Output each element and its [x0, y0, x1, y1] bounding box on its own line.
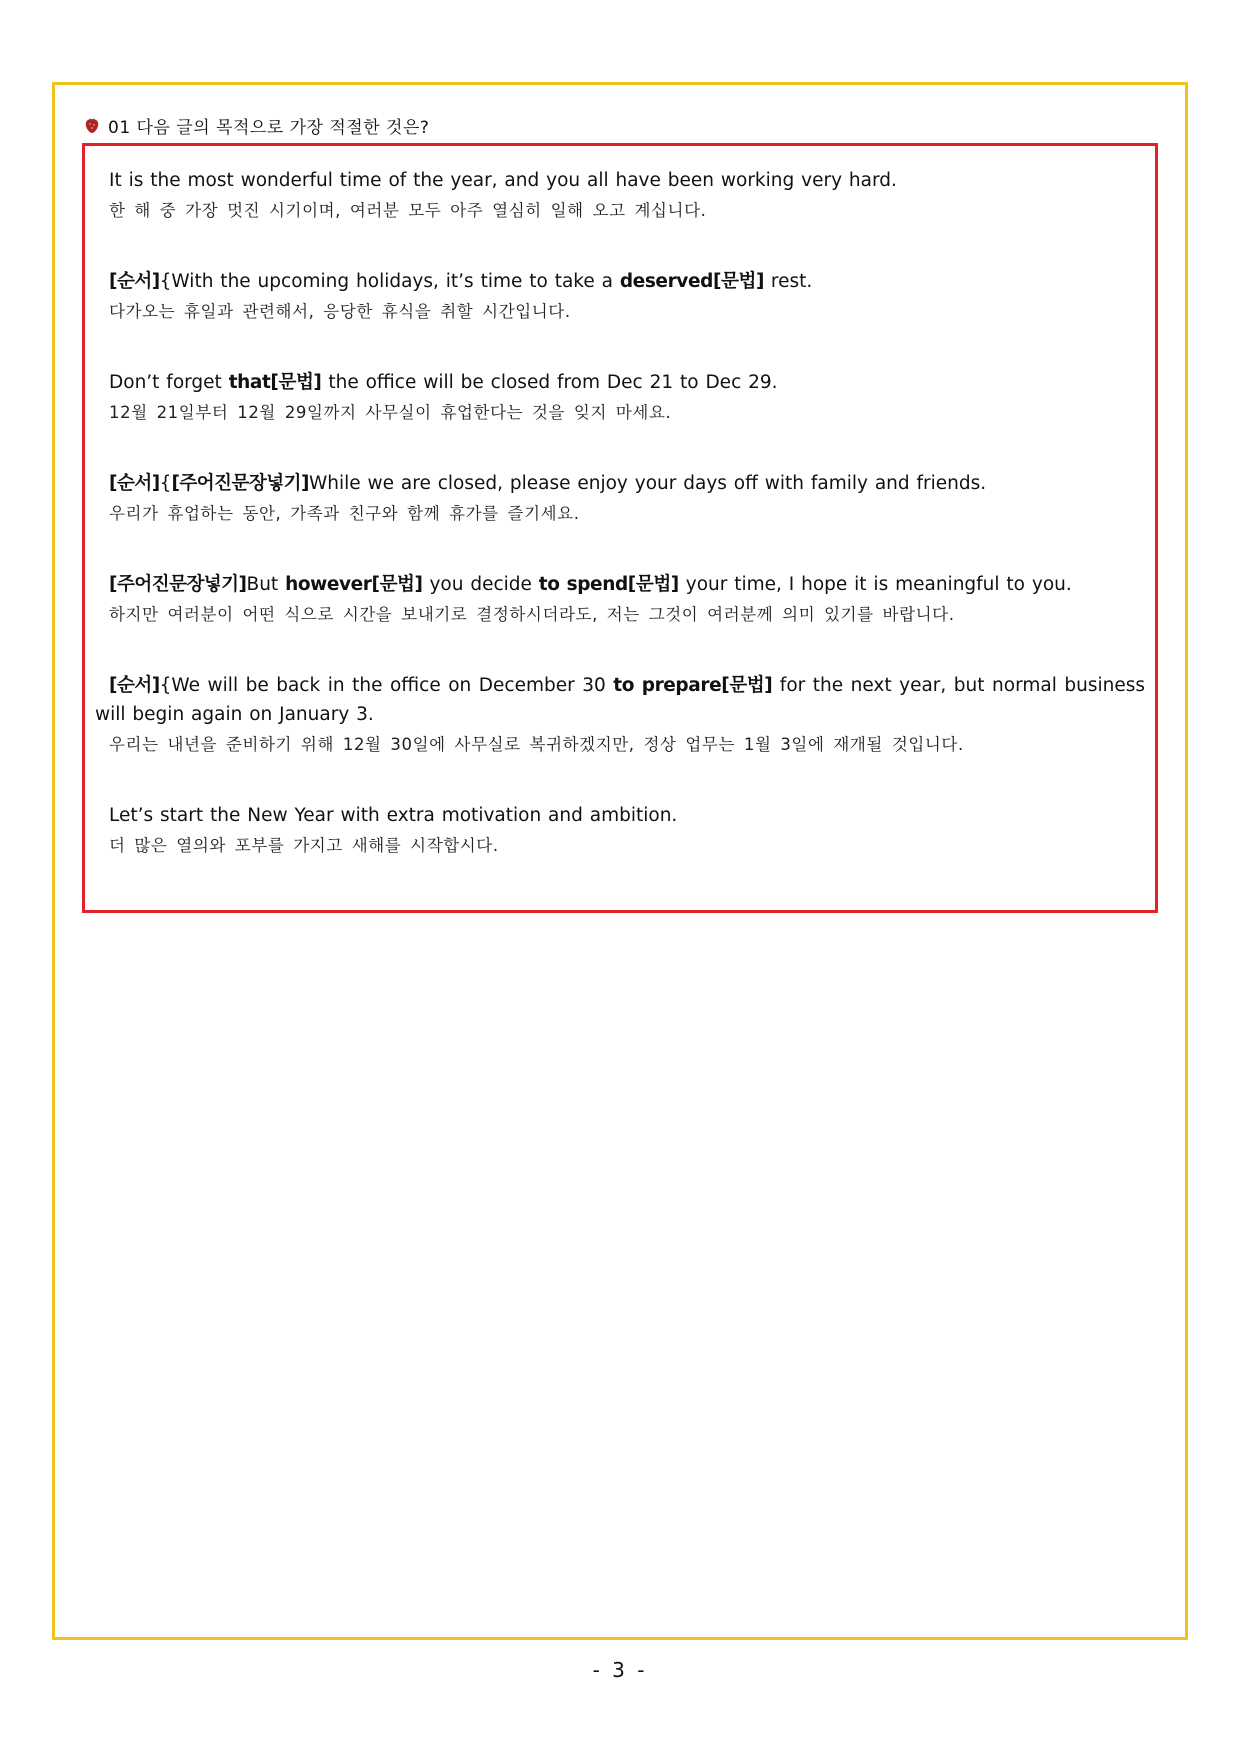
strawberry-icon: [84, 116, 100, 134]
grammar-keyword: however[문법]: [285, 574, 423, 595]
paragraph-6: [95, 671, 1146, 759]
grammar-keyword: that[문법]: [228, 372, 322, 393]
english-text: rest.: [764, 271, 813, 292]
english-text: Don’t forget: [109, 372, 229, 393]
english-text: Let’s start the New Year with extra motivation and ambition.: [109, 805, 678, 826]
english-text: your time, I hope it is meaningful to you.: [678, 574, 1072, 595]
english-text: While we are closed, please enjoy your days off with family and friends.: [308, 473, 987, 494]
korean-translation: 하지만 여러분이 어떤 식으로 시간을 보내기로 결정하시더라도, 저는 그것이 여러분께 의미 있기를 바랍니다.: [109, 605, 955, 624]
english-text: for the next year, but normal business will begin again on January 3.: [95, 675, 1146, 725]
paragraph-1: [109, 166, 1145, 225]
english-sentence: [109, 469, 1145, 498]
english-text: But: [246, 574, 286, 595]
order-tag: [순서]: [109, 473, 160, 494]
english-text: {We will be back in the office on December 30: [159, 675, 614, 696]
grammar-keyword: to prepare[문법]: [613, 675, 773, 696]
english-text: {With the upcoming holidays, it’s time to take a: [159, 271, 620, 292]
paragraph-3: [109, 368, 1145, 427]
korean-translation: 우리가 휴업하는 동안, 가족과 친구와 함께 휴가를 즐기세요.: [109, 504, 580, 523]
korean-translation: 우리는 내년을 준비하기 위해 12월 30일에 사무실로 복귀하겠지만, 정상 업무는 1월 3일에 재개될 것입니다.: [109, 735, 964, 754]
question-text: 01 다음 글의 목적으로 가장 적절한 것은?: [108, 117, 430, 138]
paragraph-4: [109, 469, 1145, 528]
grammar-keyword: deserved[문법]: [619, 271, 765, 292]
paragraph-2: [109, 267, 1145, 326]
korean-translation: 한 해 중 가장 멋진 시기이며, 여러분 모두 아주 열심히 일해 오고 계십니다.: [109, 201, 707, 220]
paragraph-7: [109, 801, 1145, 860]
page-number: - 3 -: [592, 1658, 648, 1682]
korean-translation: 12월 21일부터 12월 29일까지 사무실이 휴업한다는 것을 잊지 마세요.: [109, 403, 672, 422]
english-text: you decide: [422, 574, 539, 595]
english-sentence: [109, 267, 1145, 296]
english-text: {: [159, 473, 172, 494]
english-text: It is the most wonderful time of the year, and you all have been working very hard.: [109, 170, 897, 191]
grammar-keyword: to spend[문법]: [538, 574, 679, 595]
paragraph-5: [109, 570, 1145, 629]
order-tag: [순서]: [109, 675, 160, 696]
order-tag: [순서]: [109, 271, 160, 292]
english-sentence: [109, 801, 1145, 830]
insert-sentence-tag: [주어진문장넣기]: [109, 574, 247, 595]
english-text: the office will be closed from Dec 21 to Dec 29.: [321, 372, 778, 393]
english-sentence: [95, 671, 1145, 729]
insert-sentence-tag: [주어진문장넣기]: [171, 473, 309, 494]
question-header: [84, 113, 429, 137]
english-sentence: [109, 368, 1145, 397]
english-sentence: [109, 570, 1145, 599]
korean-translation: 더 많은 열의와 포부를 가지고 새해를 시작합시다.: [109, 836, 499, 855]
passage-box: [82, 143, 1158, 913]
korean-translation: 다가오는 휴일과 관련해서, 응당한 휴식을 취할 시간입니다.: [109, 302, 571, 321]
english-sentence: [109, 166, 1145, 195]
